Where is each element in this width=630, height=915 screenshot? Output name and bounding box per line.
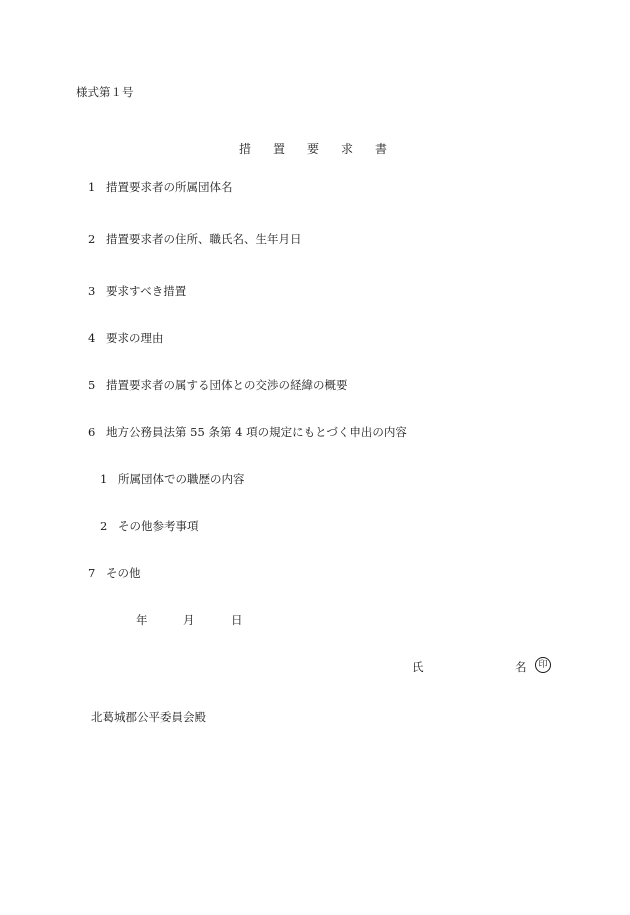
form-number: 様式第１号 (76, 85, 134, 99)
item-text: 要求すべき措置 (106, 284, 187, 298)
item-text: 地方公務員法第 55 条第 4 項の規定にもとづく申出の内容 (106, 425, 407, 439)
title-char: 求 (341, 142, 354, 156)
list-item (88, 180, 233, 194)
title-char: 書 (375, 142, 388, 156)
sub-item-number: 1 (100, 472, 108, 486)
item-number: 6 (88, 425, 96, 439)
item-text: 要求の理由 (106, 331, 164, 345)
item-text: 措置要求者の属する団体との交渉の経緯の概要 (106, 378, 348, 392)
date-year-label: 年 (136, 613, 148, 627)
list-item (88, 232, 302, 246)
item-number: 7 (88, 566, 96, 580)
list-item (88, 425, 407, 439)
sub-item-text: その他参考事項 (118, 519, 199, 533)
item-number: 2 (88, 232, 96, 246)
item-text: その他 (106, 566, 141, 580)
sub-item (100, 472, 245, 486)
sub-item-number: 2 (100, 519, 108, 533)
title-char: 置 (273, 142, 286, 156)
item-number: 5 (88, 378, 96, 392)
item-text: 措置要求者の住所、職氏名、生年月日 (106, 232, 302, 246)
list-item (88, 331, 164, 345)
signature-name-label: 名 (515, 660, 527, 674)
item-text: 措置要求者の所属団体名 (106, 180, 233, 194)
list-item (88, 566, 141, 580)
signature-surname-label: 氏 (412, 660, 424, 674)
seal-icon: 印 (535, 657, 551, 673)
date-month-label: 月 (183, 613, 195, 627)
recipient: 北葛城郡公平委員会殿 (91, 710, 206, 724)
title-char: 措 (239, 142, 252, 156)
list-item (88, 284, 186, 298)
title-char: 要 (307, 142, 320, 156)
item-number: 3 (88, 284, 96, 298)
list-item (88, 378, 348, 392)
sub-item-text: 所属団体での職歴の内容 (118, 472, 245, 486)
date-day-label: 日 (231, 613, 243, 627)
sub-item (100, 519, 199, 533)
item-number: 4 (88, 331, 96, 345)
item-number: 1 (88, 180, 96, 194)
